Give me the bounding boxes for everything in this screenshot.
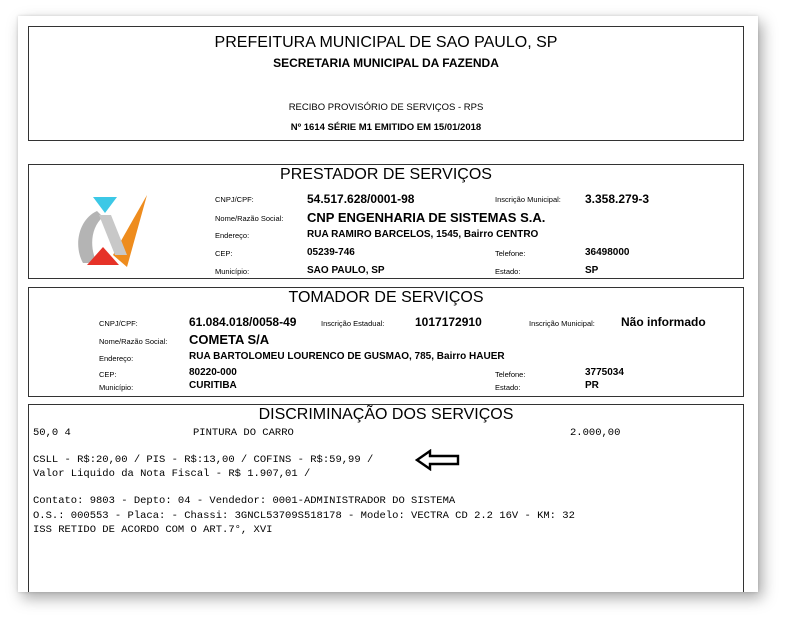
customer-name: COMETA S/A [189, 332, 270, 347]
provider-cnpj: 54.517.628/0001-98 [307, 192, 415, 206]
tax-retentions-line: CSLL - R$:20,00 / PIS - R$:13,00 / COFINS - R$:59,99 / [33, 454, 374, 466]
department-subtitle: SECRETARIA MUNICIPAL DA FAZENDA [273, 56, 499, 70]
customer-section-title: TOMADOR DE SERVIÇOS [288, 289, 484, 306]
customer-ie: 1017172910 [415, 315, 482, 329]
logo-orange-shape [113, 195, 147, 267]
provider-city-label: Município: [215, 267, 250, 276]
company-logo [67, 193, 153, 271]
header-box [28, 26, 744, 141]
customer-address-label: Endereço: [99, 354, 134, 363]
service-item-value: 2.000,00 [570, 427, 621, 439]
city-hall-title: PREFEITURA MUNICIPAL DE SAO PAULO, SP [214, 34, 558, 51]
service-item-quantity: 50,0 4 [33, 427, 71, 439]
provider-state-label: Estado: [495, 267, 521, 276]
customer-phone-label: Telefone: [495, 370, 526, 379]
provider-address-label: Endereço: [215, 231, 250, 240]
provider-phone-label: Telefone: [495, 249, 526, 258]
contact-line: Contato: 9803 - Depto: 04 - Vendedor: 0001-ADMINISTRADOR DO SISTEMA [33, 495, 456, 507]
rps-document [18, 16, 758, 592]
customer-state-label: Estado: [495, 383, 521, 392]
document-type: RECIBO PROVISÓRIO DE SERVIÇOS - RPS [288, 102, 484, 113]
customer-cep: 80220-000 [189, 367, 237, 378]
customer-im: Não informado [621, 315, 706, 329]
customer-state: PR [585, 380, 599, 391]
customer-address: RUA BARTOLOMEU LOURENCO DE GUSMAO, 785, Bairro HAUER [189, 351, 505, 362]
provider-box [28, 164, 744, 279]
document-number: Nº 1614 SÉRIE M1 EMITIDO EM 15/01/2018 [290, 122, 482, 133]
service-item-description: PINTURA DO CARRO [193, 427, 294, 439]
provider-cep-label: CEP: [215, 249, 233, 258]
arrow-left-icon [415, 449, 461, 471]
provider-city: SAO PAULO, SP [307, 265, 385, 276]
services-section-title: DISCRIMINAÇÃO DOS SERVIÇOS [258, 406, 514, 423]
provider-phone: 36498000 [585, 247, 630, 258]
customer-cnpj-label: CNPJ/CPF: [99, 319, 138, 328]
provider-cep: 05239-746 [307, 247, 355, 258]
net-value-line: Valor Liquido da Nota Fiscal - R$ 1.907,01 / [33, 468, 311, 480]
provider-name-label: Nome/Razão Social: [215, 214, 284, 223]
vehicle-line: O.S.: 000553 - Placa: - Chassi: 3GNCL53709S518178 - Modelo: VECTRA CD 2.2 16V - KM: 32 [33, 510, 575, 522]
customer-phone: 3775034 [585, 367, 624, 378]
customer-cep-label: CEP: [99, 370, 117, 379]
provider-section-title: PRESTADOR DE SERVIÇOS [280, 166, 492, 183]
provider-address: RUA RAMIRO BARCELOS, 1545, Bairro CENTRO [307, 229, 539, 240]
provider-cnpj-label: CNPJ/CPF: [215, 195, 254, 204]
customer-box [28, 287, 744, 397]
customer-im-label: Inscrição Municipal: [529, 319, 595, 328]
iss-note-line: ISS RETIDO DE ACORDO COM O ART.7°, XVI [33, 524, 273, 536]
services-box [28, 404, 744, 592]
provider-im: 3.358.279-3 [585, 192, 650, 206]
customer-city-label: Município: [99, 383, 134, 392]
provider-state: SP [585, 265, 599, 276]
customer-city: CURITIBA [189, 380, 237, 391]
customer-ie-label: Inscrição Estadual: [321, 319, 385, 328]
provider-name: CNP ENGENHARIA DE SISTEMAS S.A. [307, 210, 546, 225]
customer-cnpj: 61.084.018/0058-49 [189, 315, 297, 329]
logo-cyan-triangle [93, 197, 117, 213]
customer-name-label: Nome/Razão Social: [99, 337, 168, 346]
provider-im-label: Inscrição Municipal: [495, 195, 561, 204]
